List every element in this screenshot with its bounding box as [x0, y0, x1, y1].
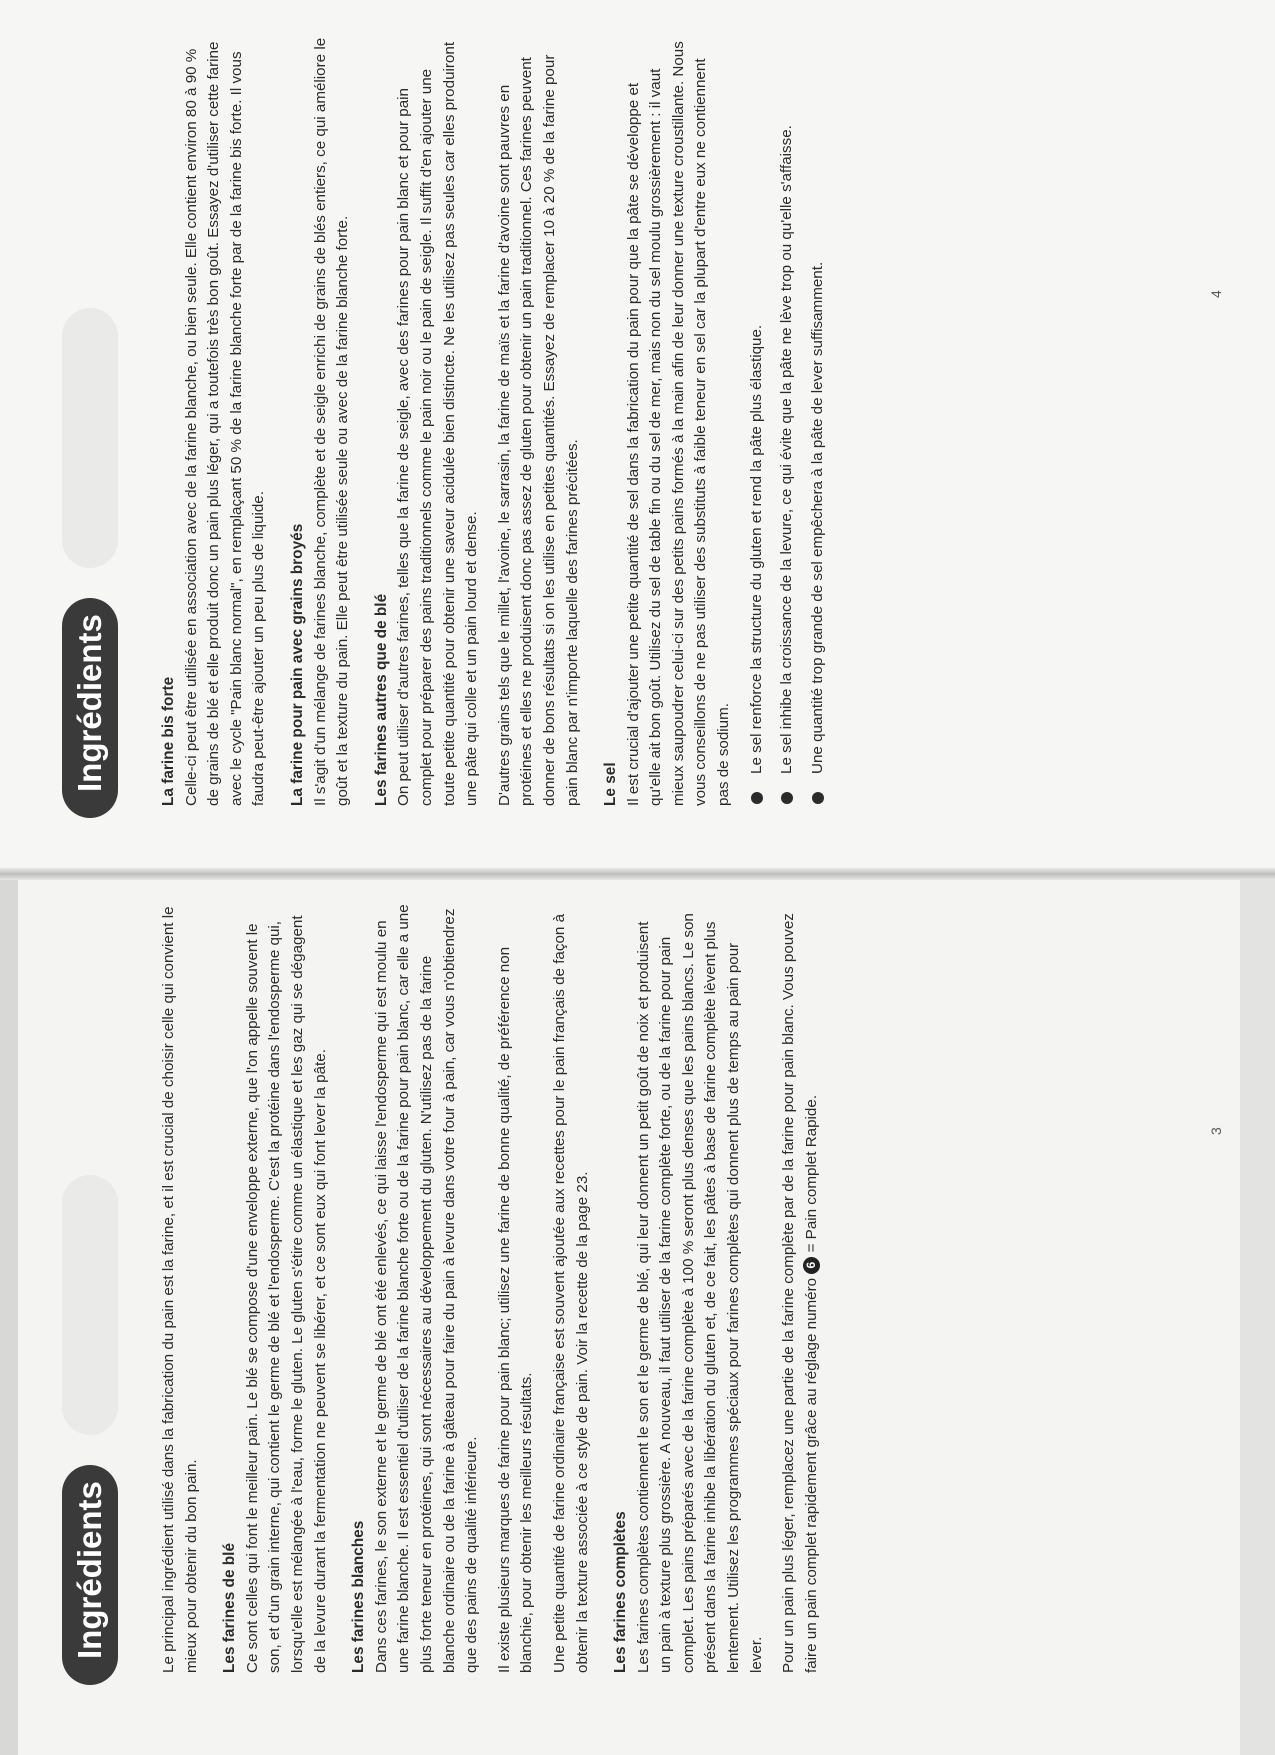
- section-heading: La farine bis forte: [160, 676, 177, 806]
- page-title: Ingrédients: [62, 1465, 118, 1685]
- list-item: [746, 36, 769, 806]
- section-heading: Les farines complètes: [612, 1511, 630, 1673]
- list-item: [807, 36, 830, 806]
- page-4: [0, 0, 1275, 868]
- section-paragraph: Il s'agit d'un mélange de farines blanche, complète et de seigle enrichi de grains de blés entiers, ce qui améliore le goût et la texture du pain. Elle peut être utilisée seule ou avec de la farine blanche forte.: [311, 37, 352, 806]
- bullet-icon: [781, 792, 793, 804]
- section-paragraph: Ce sont celles qui font le meilleur pain. Le blé se compose d'une enveloppe externe, que l'on appelle souvent le son, et d'un grain interne, qui contient le germe de blé et l'endosperme. C'est la protéine dans l'endosperme qui, lorsqu'elle est mélangée à l'eau, forme le gluten. Le gluten s'étire comme un élastique et les gaz qui se dégagent de la levure durant la fermentation ne peuvent se libérer, et ce sont eux qui font lever la pâte.: [243, 915, 329, 1673]
- page-body: [158, 36, 837, 806]
- section-paragraph: Les farines complètes contiennent le son et le germe de blé, qui leur donnent un petit goût de noix et produisent un pain à texture plus grossière. A nouveau, il faut utiliser de la farine complète forte, ou de la farine pour pain complet. Les pains préparés avec de la farine complète à 100 % seront plus denses que les pains blancs. Le son présent dans la farine inhibe la libération du gluten et, de ce fait, les pâtes à base de farine complète lèvent plus lentement. Utilisez les programmes spéciaux pour farines complètes qui donnent plus de temps au pain pour lever.: [634, 913, 765, 1673]
- page-3: [0, 865, 1275, 1735]
- bullet-icon: [812, 792, 824, 804]
- list-item-text: Le sel inhibe la croissance de la levure, ce qui évite que la pâte ne lève trop ou qu'elle s'affaisse.: [778, 125, 796, 774]
- bleed-through-shadow: [62, 1175, 118, 1435]
- list-item: [776, 36, 799, 806]
- paragraph-text: Pour un pain plus léger, remplacez une partie de la farine complète par de la farine pour pain blanc. Vous pouvez faire un pain complet rapidement grâce au réglage numéro: [780, 913, 820, 1673]
- list-item-text: Le sel renforce la structure du gluten et rend la pâte plus élastique.: [747, 324, 765, 774]
- program-number-badge: 6: [803, 1257, 820, 1274]
- section-heading: Les farines de blé: [221, 1542, 239, 1673]
- page-number: 3: [1208, 1127, 1224, 1135]
- page-number: 4: [1208, 290, 1224, 298]
- page-body: [158, 903, 823, 1673]
- section-heading: Le sel: [602, 762, 620, 806]
- intro-paragraph: Le principal ingrédient utilisé dans la fabrication du pain est la farine, et il est crucial de choisir celle qui convient le mieux pour obtenir du bon pain.: [160, 906, 200, 1673]
- section-heading: Les farines blanches: [350, 1520, 368, 1673]
- paragraph-text: = Pain complet Rapide.: [802, 1094, 820, 1253]
- section-paragraph: On peut utiliser d'autres farines, telles que la farine de seigle, avec des farines pour pain blanc et pour pain complet pour préparer des pains traditionnels comme le pain noir ou le pain de seigle. Il suffit d'en ajouter une toute petite quantité pour obtenir une saveur acidulée bien distincte. Ne les utilisez pas seules car elles produiront une pâte qui colle et un pain lourd et dense.: [395, 41, 481, 806]
- list-item-text: Une quantité trop grande de sel empêchera à la pâte de lever suffisamment.: [808, 261, 826, 774]
- section-paragraph: Celle-ci peut être utilisée en association avec de la farine blanche, ou bien seule. Elle contient environ 80 à 90 % de grains de blé et elle produit donc un pain plus léger, qui a toutefois très bon goût. Essayez d'utiliser cette farine avec le cycle "Pain blanc normal", en remplaçant 50 % de la farine blanche forte par de la farine bis forte. Il vous faudra peut-être ajouter un peu plus de liquide.: [182, 41, 268, 806]
- section-paragraph: D'autres grains tels que le millet, l'avoine, le sarrasin, la farine de maïs et la farine d'avoine sont pauvres en protéines et elles ne produisent donc pas assez de gluten pour obtenir un pain traditionnel. Ces farines peuvent donner de bons résultats si on les utilise en petites quantités. Essayez de remplacer 10 à 20 % de la farine pour pain blanc par n'importe laquelle des farines précitées.: [495, 54, 581, 806]
- section-paragraph: Il existe plusieurs marques de farine pour pain blanc; utilisez une farine de bonne qualité, de préférence non blanchie, pour obtenir les meilleurs résultats.: [495, 946, 536, 1673]
- page-fold: [0, 866, 1275, 880]
- salt-bullet-list: [746, 36, 830, 806]
- section-paragraph: Il est crucial d'ajouter une petite quantité de sel dans la fabrication du pain pour que la pâte se développe et qu'elle ait bon goût. Utilisez du sel de table fin ou du sel de mer, mais non du sel moulu grossièrement : il vaut mieux saupoudrer celui-ci sur des petits pains formés à la main afin de leur donner une texture croustillante. Nous vous conseillons de ne pas utiliser des substituts à faible teneur en sel car la plupart d'entre eux ne contiennent pas de sodium.: [624, 41, 733, 806]
- bullet-icon: [751, 792, 763, 804]
- section-heading: La farine pour pain avec grains broyés: [288, 523, 306, 806]
- section-paragraph: Une petite quantité de farine ordinaire française est souvent ajoutée aux recettes pour le pain français de façon à obtenir la texture associée à ce style de pain. Voir la recette de la page 23.: [550, 913, 591, 1673]
- page-title: Ingrédients: [62, 598, 118, 818]
- section-paragraph: [778, 903, 823, 1673]
- section-heading: Les farines autres que de blé: [372, 593, 390, 806]
- section-paragraph: Dans ces farines, le son externe et le germe de blé ont été enlevés, ce qui laisse l'endosperme qui est moulu en une farine blanche. Il est essentiel d'utiliser de la farine blanche forte ou de la farine pour pain blanc, car elle a une plus forte teneur en protéines, qui sont nécessaires au développement du gluten. N'utilisez pas de la farine blanche ordinaire ou de la farine à gâteau pour faire du pain à levure dans votre four à pain, car vous n'obtiendrez que des pains de qualité inférieure.: [372, 904, 481, 1673]
- bleed-through-shadow: [62, 308, 118, 568]
